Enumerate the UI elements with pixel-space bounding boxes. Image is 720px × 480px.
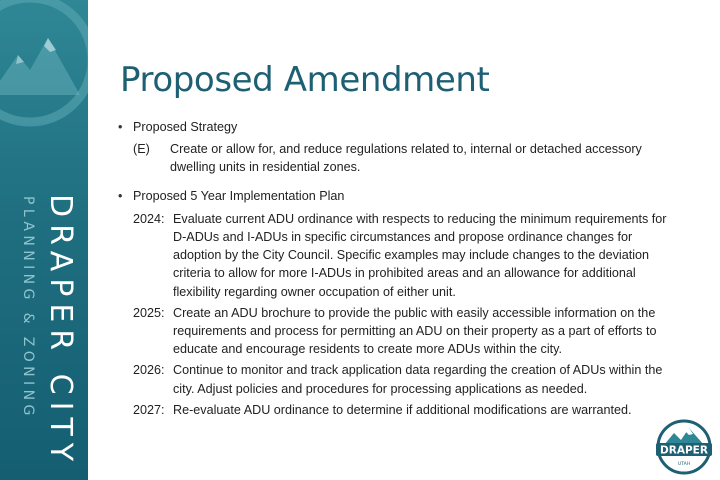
plan-text: Create an ADU brochure to provide the public with easily accessible information on the requirements and process for permitting an ADU on their property as a part of efforts to educate and encourage residents to create more ADUs within the city. [173,305,657,357]
plan-item [133,401,678,419]
plan-item [133,210,678,301]
plan-year: 2025: [133,305,165,320]
strategy-heading: • Proposed Strategy [118,118,678,136]
plan-heading: • Proposed 5 Year Implementation Plan [118,187,678,205]
logo-text: DRAPER [660,444,708,457]
draper-logo-icon [654,418,714,476]
plan-text: Evaluate current ADU ordinance with respects to reducing the minimum requirements for D-ADUs and I-ADUs in specific circumstances and propose ordinance changes for adoption by the City Council. Specific examples may include changes to the deviation criteria to allow for more I-ADUs in prohibited areas and an allowance for additional flexibility regarding owner occupation of either unit. [173,211,667,299]
plan-item [133,361,678,397]
logo-small-text: UTAH [677,462,691,467]
brand-department: PLANNING & ZONING [20,196,36,420]
mountain-emblem-icon [0,0,88,170]
strategy-text: Create or allow for, and reduce regulations related to, internal or detached accessory dwelling units in residential zones. [170,142,642,175]
strategy-item [133,140,675,176]
slide-title: Proposed Amendment [120,60,490,100]
plan-year: 2024: [133,211,165,226]
slide-content [118,118,678,422]
sidebar [0,0,88,480]
plan-year: 2027: [133,402,165,417]
plan-text: Re-evaluate ADU ordinance to determine if additional modifications are warranted. [173,402,632,417]
plan-item [133,304,678,359]
strategy-tag: (E) [133,142,150,157]
plan-list [133,210,678,419]
sidebar-brand [6,190,86,469]
plan-year: 2026: [133,363,165,378]
brand-name: DRAPER CITY [43,194,78,469]
plan-text: Continue to monitor and track application data regarding the creation of ADUs within the city. Adjust policies and procedures for processing applications as needed. [173,363,663,396]
